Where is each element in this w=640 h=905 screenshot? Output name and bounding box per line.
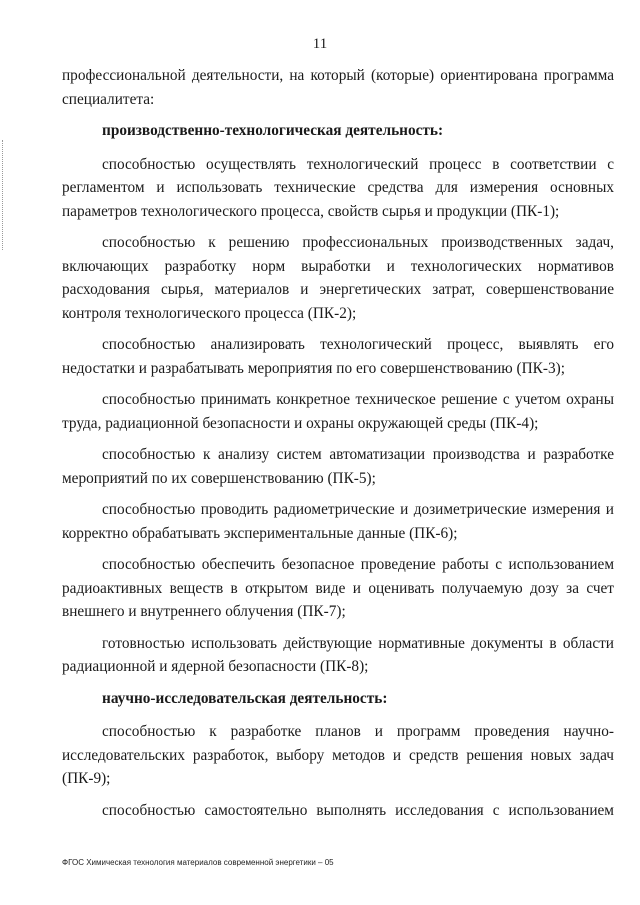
- competence-pk-9: способностью к разработке планов и программ проведения научно-исследовательских разработок, выбору методов и средств решения новых задач (ПК-9);: [62, 723, 614, 787]
- competence-pk-4: способностью принимать конкретное техническое решение с учетом охраны труда, радиационной безопасности и охраны окружающей среды (ПК-4);: [62, 391, 614, 432]
- section-heading-production: производственно-технологическая деятельность:: [102, 122, 444, 139]
- document-body: [62, 64, 614, 830]
- section-heading-research: научно-исследовательская деятельность:: [102, 689, 388, 707]
- competence-pk-2: способностью к решению профессиональных производственных задач, включающих разработку норм выработки и технологических нормативов расходования сырья, материалов и энергетических затрат, совершенствование контроля технологического процесса (ПК-2);: [62, 234, 614, 322]
- competence-pk-5: способностью к анализу систем автоматизации производства и разработке мероприятий по их совершенствованию (ПК-5);: [62, 446, 614, 487]
- competence-pk-3: способностью анализировать технологический процесс, выявлять его недостатки и разрабатывать мероприятия по его совершенствованию (ПК-3);: [62, 336, 614, 377]
- competence-pk-10-partial: способностью самостоятельно выполнять исследования с использованием: [102, 801, 614, 819]
- page-footer: ФГОС Химическая технология материалов современной энергетики – 05: [62, 858, 334, 867]
- competence-pk-1: способностью осуществлять технологический процесс в соответствии с регламентом и использовать технические средства для измерения основных параметров технологического процесса, свойств сырья и продукции (ПК-1);: [62, 155, 614, 220]
- competence-pk-7: способностью обеспечить безопасное проведение работы с использованием радиоактивных веществ в открытом виде и оценивать получаемую дозу за счет внешнего и внутреннего облучения (ПК-7);: [62, 556, 614, 620]
- competence-pk-8: готовностью использовать действующие нормативные документы в области радиационной и ядерной безопасности (ПК-8);: [62, 634, 614, 675]
- paragraph-intro: профессиональной деятельности, на который (которые) ориентирована программа специалитета:: [62, 67, 614, 108]
- competence-pk-6: способностью проводить радиометрические и дозиметрические измерения и корректно обрабатывать экспериментальные данные (ПК-6);: [62, 501, 614, 542]
- page-number: 11: [312, 36, 328, 52]
- scan-edge-mark: [2, 140, 5, 250]
